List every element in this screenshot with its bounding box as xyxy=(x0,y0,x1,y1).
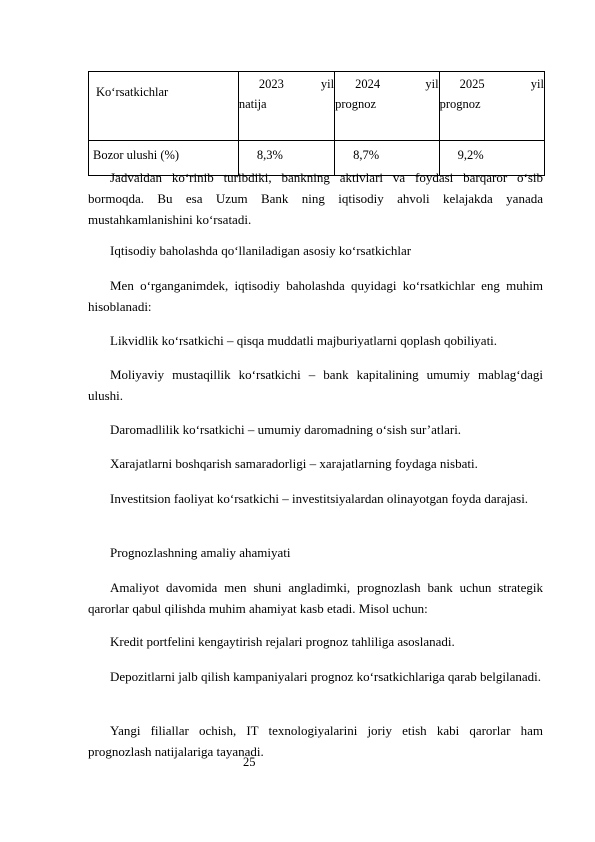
list-item-investment: Investitsion faoliyat ko‘rsatkichi – investitsiyalardan olinayotgan foyda darajasi. xyxy=(110,491,529,506)
header-2023-year: 2023 xyxy=(258,77,284,91)
cell-2023-value: 8,3% xyxy=(238,141,334,176)
header-2023 xyxy=(238,72,334,141)
cell-2025-value: 9,2% xyxy=(439,141,544,176)
header-2024-yil: yil xyxy=(425,77,439,91)
header-2023-kind: natija xyxy=(238,97,267,111)
header-2025-kind: prognoz xyxy=(439,97,481,111)
row-market-share-label: Bozor ulushi (%) xyxy=(89,141,239,176)
forecast-table xyxy=(88,71,545,176)
table-header-row xyxy=(89,72,545,141)
paragraph-2: Men o‘rganganimdek, iqtisodiy baholashda quyidagi ko‘rsatkichlar eng muhim hisoblanadi: xyxy=(88,278,543,314)
subheading-indicators: Iqtisodiy baholashda qo‘llaniladigan asosiy ko‘rsatkichlar xyxy=(110,243,412,258)
paragraph-3: Amaliyot davomida men shuni angladimki, prognozlash bank uchun strategik qarorlar qabul qilishda muhim ahamiyat kasb etadi. Misol uchun: xyxy=(88,580,543,616)
list-item-branches: Yangi filiallar ochish, IT texnologiyalarini joriy etish kabi qarorlar ham prognozlash natijalariga tayanadi. xyxy=(88,723,543,759)
header-2024-kind: prognoz xyxy=(335,97,377,111)
page-number: 25 xyxy=(243,755,256,769)
list-item-deposits: Depozitlarni jalb qilish kampaniyalari prognoz ko‘rsatkichlariga qarab belgilanadi. xyxy=(110,669,542,684)
header-2024-year: 2024 xyxy=(355,77,381,91)
header-2025 xyxy=(439,72,544,141)
list-item-cost-efficiency: Xarajatlarni boshqarish samaradorligi – xarajatlarning foydaga nisbati. xyxy=(110,456,478,471)
subheading-forecasting: Prognozlashning amaliy ahamiyati xyxy=(110,545,291,560)
list-item-profitability: Daromadlilik ko‘rsatkichi – umumiy daromadning o‘sish sur’atlari. xyxy=(110,422,462,437)
header-2023-yil: yil xyxy=(320,77,335,91)
list-item-liquidity: Likvidlik ko‘rsatkichi – qisqa muddatli majburiyatlarni qoplash qobiliyati. xyxy=(110,333,498,348)
list-item-financial-independence: Moliyaviy mustaqillik ko‘rsatkichi – bank kapitalining umumiy mablag‘dagi ulushi. xyxy=(88,367,543,403)
header-2024 xyxy=(335,72,440,141)
paragraph-1-line-1: Jadvaldan ko‘rinib turibdiki, bankning aktivlari va foydasi barqaror o‘sib xyxy=(110,170,543,185)
header-indicators: Ko‘rsatkichlar xyxy=(89,72,239,141)
paragraph-1-rest: bormoqda. Bu esa Uzum Bank ning iqtisodiy ahvoli kelajakda yanada mustahkamlanishini ko‘rsatadi. xyxy=(88,191,543,227)
cell-2024-value: 8,7% xyxy=(335,141,440,176)
list-item-credit-portfolio: Kredit portfelini kengaytirish rejalari prognoz tahliliga asoslanadi. xyxy=(110,634,455,649)
header-2025-yil: yil xyxy=(530,77,544,91)
header-2025-year: 2025 xyxy=(459,77,485,91)
